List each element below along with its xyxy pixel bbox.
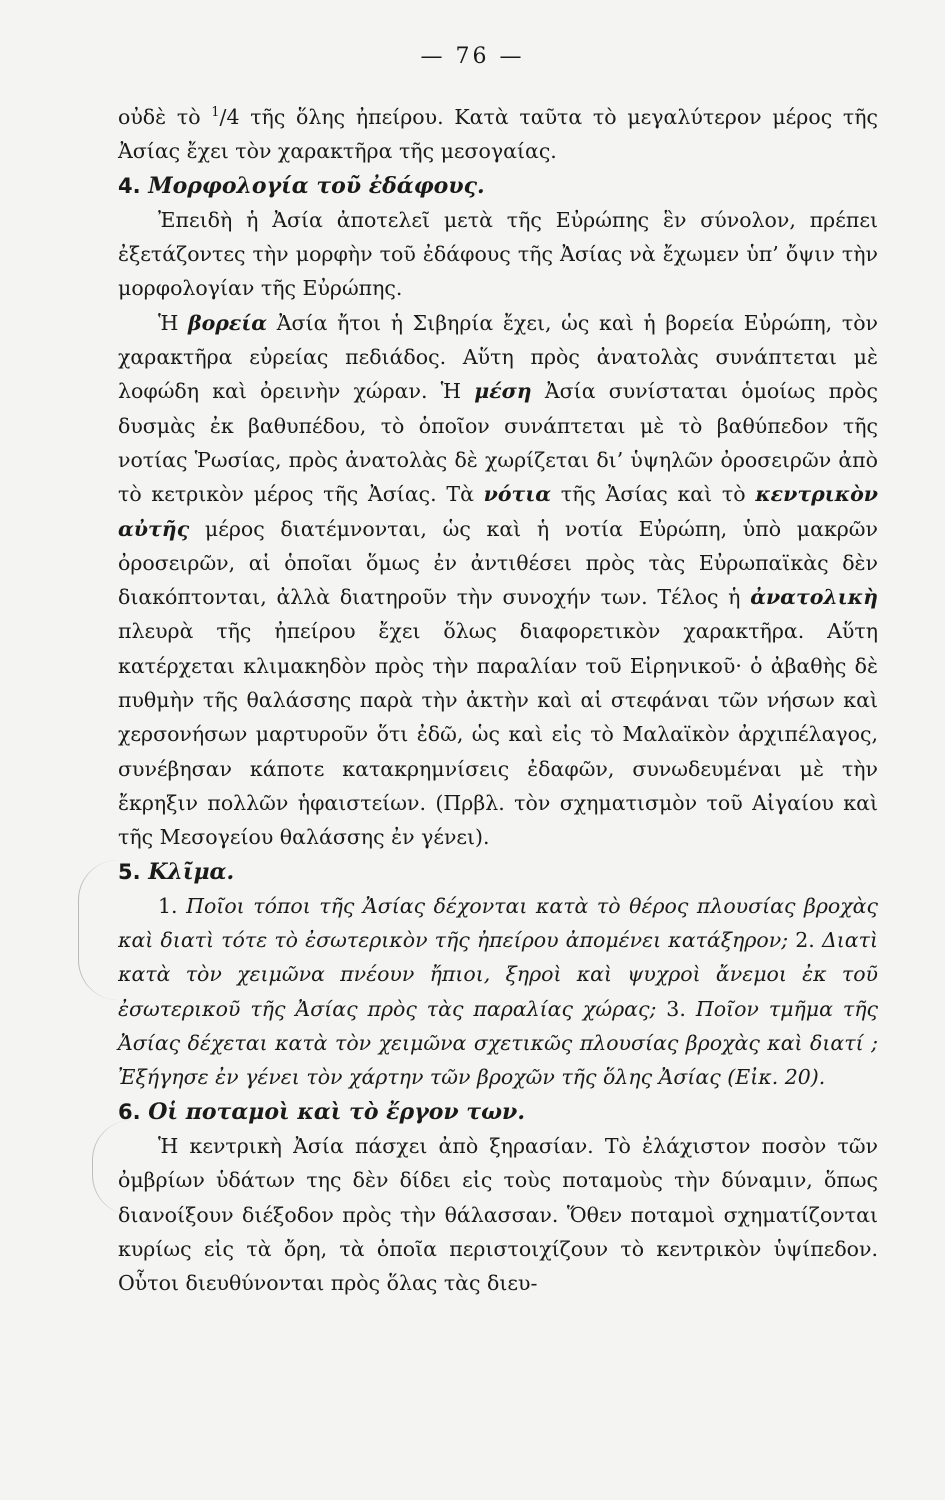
- fraction-denominator: /4: [219, 105, 240, 129]
- emphasis-middle: μέση: [474, 379, 532, 404]
- emphasis-east: ἀνατολικὴ: [750, 585, 878, 610]
- section-heading-rivers: 6. Οἱ ποταμοὶ καὶ τὸ ἔργον των.: [118, 1098, 525, 1125]
- intro-paragraph: οὐδὲ τὸ $^1$/4 τῆς ὅλης ἠπείρου. Κατὰ ταῦτα τὸ μεγαλύτερον μέρος τῆς Ἀσίας ἔχει τὸν χαρακτῆρα τῆς μεσογαίας.: [118, 105, 878, 164]
- fraction-numerator: 1: [211, 105, 220, 121]
- emphasis-north: βορεία: [188, 310, 268, 335]
- rivers-paragraph-1: Ἡ κεντρικὴ Ἀσία πάσχει ἀπὸ ξηρασίαν. Τὸ ἐλάχιστον ποσὸν τῶν ὀμβρίων ὑδάτων της δὲν δίδει εἰς τοὺς ποταμοὺς τὴν δύναμιν, ὅπως διανοίξουν διέξοδον πρὸς τὴν θάλασσαν. Ὅθεν ποταμοὶ σχηματίζονται κυρίως εἰς τὰ ὄρη, τὰ ὁποῖα περιστοιχίζουν τὸ κεντρικὸν ὑψίπεδον. Οὗτοι διευθύνονται πρὸς ὅλας τὰς διευ-: [118, 1133, 878, 1296]
- emphasis-central: κεντρικὸν αὐτῆς: [118, 482, 878, 541]
- morphology-paragraph-2: Ἡ βορεία Ἀσία ἤτοι ἡ Σιβηρία ἔχει, ὡς καὶ ἡ βορεία Εὐρώπη, τὸν χαρακτῆρα εὐρείας πεδιάδος. Αὕτη πρὸς ἀνατολὰς συνάπτεται μὲ λοφώδη καὶ ὀρεινὴν χώραν. Ἡ μέση Ἀσία συνίσταται ὁμοίως πρὸς δυσμὰς ἐκ βαθυπέδου, τὸ ὁποῖον συνάπτεται μὲ τὸ βαθύπεδον τῆς νοτίας Ῥωσίας, πρὸς ἀνατολὰς δὲ χωρίζεται δι’ ὑψηλῶν ὀροσειρῶν ἀπὸ τὸ κετρικὸν μέρος τῆς Ἀσίας. Τὰ νότια τῆς Ἀσίας καὶ τὸ κεντρικὸν αὐτῆς μέρος διατέμνονται, ὡς καὶ ἡ νοτία Εὐρώπη, ὑπὸ μακρῶν ὀροσειρῶν, αἱ ὁποῖαι ὅμως ἐν ἀντιθέσει πρὸς τὰς Εὐρωπαϊκὰς δὲν διακόπτονται, ἀλλὰ διατηροῦν τὴν συνοχήν των. Τέλος ἡ ἀνατολικὴ πλευρὰ τῆς ἠπείρου ἔχει ὅλως διαφορετικὸν χαρακτῆρα. Αὕτη κατέρχεται κλιμακηδὸν πρὸς τὴν παραλίαν τοῦ Εἰρηνικοῦ· ὁ ἀβαθὴς δὲ πυθμὴν τῆς θαλάσσης παρὰ τὴν ἀκτὴν καὶ αἱ στεφάναι τῶν νήσων καὶ χερσονήσων μαρτυροῦν ὅτι ἐδῶ, ὡς καὶ εἰς τὸ Μαλαϊκὸν ἀρχιπέλαγος, συνέβησαν κάποτε κατακρημνίσεις ἐδαφῶν, συνωδευμέναι μὲ τὴν ἔκρηξιν πολλῶν ἡφαιστείων. (Πρβλ. τὸν σχηματισμὸν τοῦ Αἰγαίου καὶ τῆς Μεσογείου θαλάσσης ἐν γένει).: [118, 310, 878, 850]
- climate-questions: 1. Ποῖοι τόποι τῆς Ἀσίας δέχονται κατὰ τὸ θέρος πλουσίας βροχὰς καὶ διατὶ τότε τὸ ἐσωτερικὸν τῆς ἠπείρου ἀπομένει κατάξηρον; 2. Διατὶ κατὰ τὸν χειμῶνα πνέουν ἤπιοι, ξηροὶ καὶ ψυχροὶ ἄνεμοι ἐκ τοῦ ἐσωτερικοῦ τῆς Ἀσίας πρὸς τὰς παραλίας χώρας; 3. Ποῖον τμῆμα τῆς Ἀσίας δέχεται κατὰ τὸν χειμῶνα σχετικῶς πλουσίας βροχὰς καὶ διατί ; Ἐξήγησε ἐν γένει τὸν χάρτην τῶν βροχῶν τῆς ὅλης Ἀσίας (Εἰκ. 20).: [118, 893, 879, 1090]
- morphology-paragraph-1: Ἐπειδὴ ἡ Ἀσία ἀποτελεῖ μετὰ τῆς Εὐρώπης ἓν σύνολον, πρέπει ἐξετάζοντες τὴν μορφὴν τοῦ ἐδάφους τῆς Ἀσίας νὰ ἔχωμεν ὑπ’ ὄψιν τὴν μορφολογίαν τῆς Εὐρώπης.: [118, 207, 878, 301]
- page-number: — 76 —: [420, 44, 525, 69]
- emphasis-south: νότια: [483, 482, 552, 507]
- section-heading-climate: 5. Κλῖμα.: [118, 858, 235, 885]
- page-body: [118, 100, 878, 1300]
- section-heading-morphology: 4. Μορφολογία τοῦ ἐδάφους.: [118, 172, 485, 199]
